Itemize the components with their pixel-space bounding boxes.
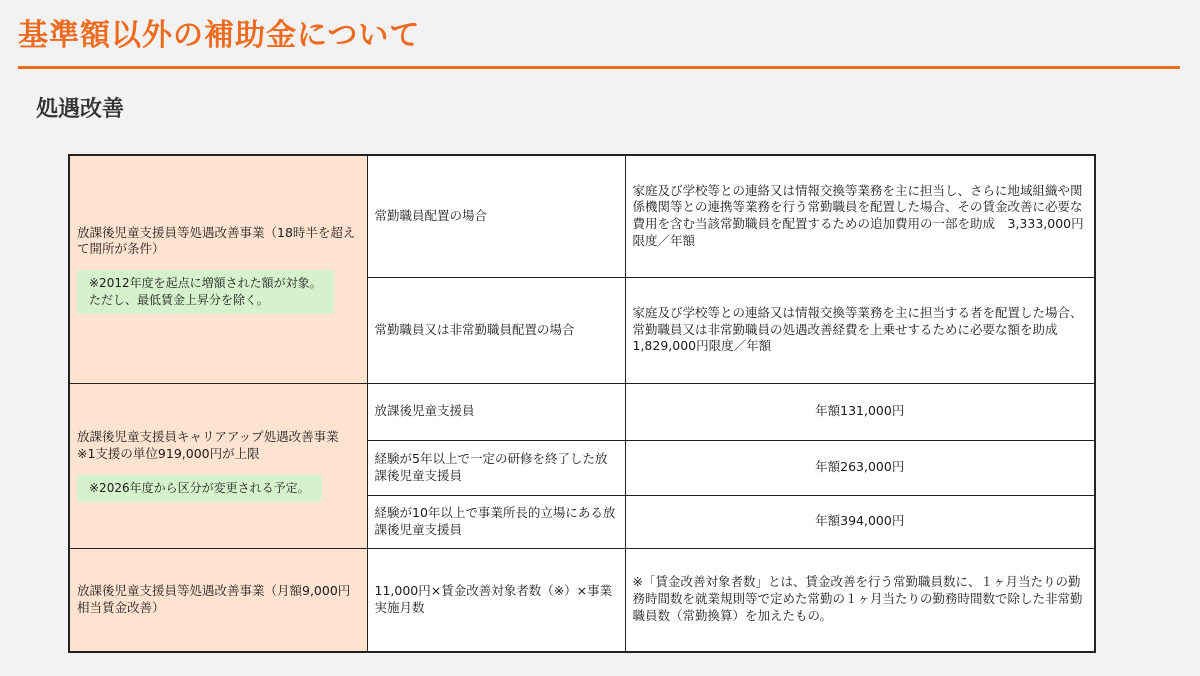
amount-cell: 年額394,000円 bbox=[625, 495, 1095, 548]
detail-cell: 家庭及び学校等との連絡又は情報交換等業務を主に担当する者を配置した場合、常勤職員又は非常勤職員の処遇改善経費を上乗せするために必要な額を助成 1,829,000円限度／年額 bbox=[625, 277, 1095, 383]
category-title-line: ※1支援の単位919,000円が上限 bbox=[77, 446, 260, 462]
subsidy-table bbox=[68, 154, 1096, 653]
table-row bbox=[69, 383, 1095, 440]
category-cell-monthly-9000: 放課後児童支援員等処遇改善事業（月額9,000円相当賃金改善） bbox=[69, 548, 367, 652]
section-heading: 処遇改善 bbox=[36, 97, 125, 122]
condition-cell: 経験が10年以上で事業所長的立場にある放課後児童支援員 bbox=[367, 495, 625, 548]
category-cell-treatment-improvement bbox=[69, 155, 367, 383]
category-note bbox=[77, 270, 334, 314]
category-cell-career-up bbox=[69, 383, 367, 548]
condition-cell: 経験が5年以上で一定の研修を終了した放課後児童支援員 bbox=[367, 440, 625, 495]
note-line: ※2012年度を起点に増額された額が対象。 bbox=[89, 276, 322, 291]
page-title: 基準額以外の補助金について bbox=[18, 18, 421, 53]
title-underline bbox=[18, 66, 1180, 69]
category-title-line: 放課後児童支援員キャリアアップ処遇改善事業 bbox=[77, 429, 339, 445]
table-row bbox=[69, 155, 1095, 277]
amount-cell: 年額131,000円 bbox=[625, 383, 1095, 440]
detail-cell: ※「賃金改善対象者数」とは、賃金改善を行う常勤職員数に、１ヶ月当たりの勤務時間数を就業規則等で定めた常勤の１ヶ月当たりの勤務時間数で除した非常勤職員数（常勤換算）を加えたもの。 bbox=[625, 548, 1095, 652]
condition-cell: 常勤職員配置の場合 bbox=[367, 155, 625, 277]
note-line: ただし、最低賃金上昇分を除く。 bbox=[89, 293, 269, 308]
category-note: ※2026年度から区分が変更される予定。 bbox=[77, 475, 322, 502]
amount-cell: 年額263,000円 bbox=[625, 440, 1095, 495]
detail-cell: 家庭及び学校等との連絡又は情報交換等業務を主に担当し、さらに地域組織や関係機関等との連携等業務を行う常勤職員を配置した場合、その賃金改善に必要な費用を含む当該常勤職員を配置するための追加費用の一部を助成 3,333,000円限度／年額 bbox=[625, 155, 1095, 277]
condition-cell: 常勤職員又は非常勤職員配置の場合 bbox=[367, 277, 625, 383]
condition-cell: 11,000円×賃金改善対象者数（※）×事業実施月数 bbox=[367, 548, 625, 652]
table-row bbox=[69, 548, 1095, 652]
category-title: 放課後児童支援員等処遇改善事業（18時半を超えて開所が条件） bbox=[77, 224, 356, 257]
condition-cell: 放課後児童支援員 bbox=[367, 383, 625, 440]
